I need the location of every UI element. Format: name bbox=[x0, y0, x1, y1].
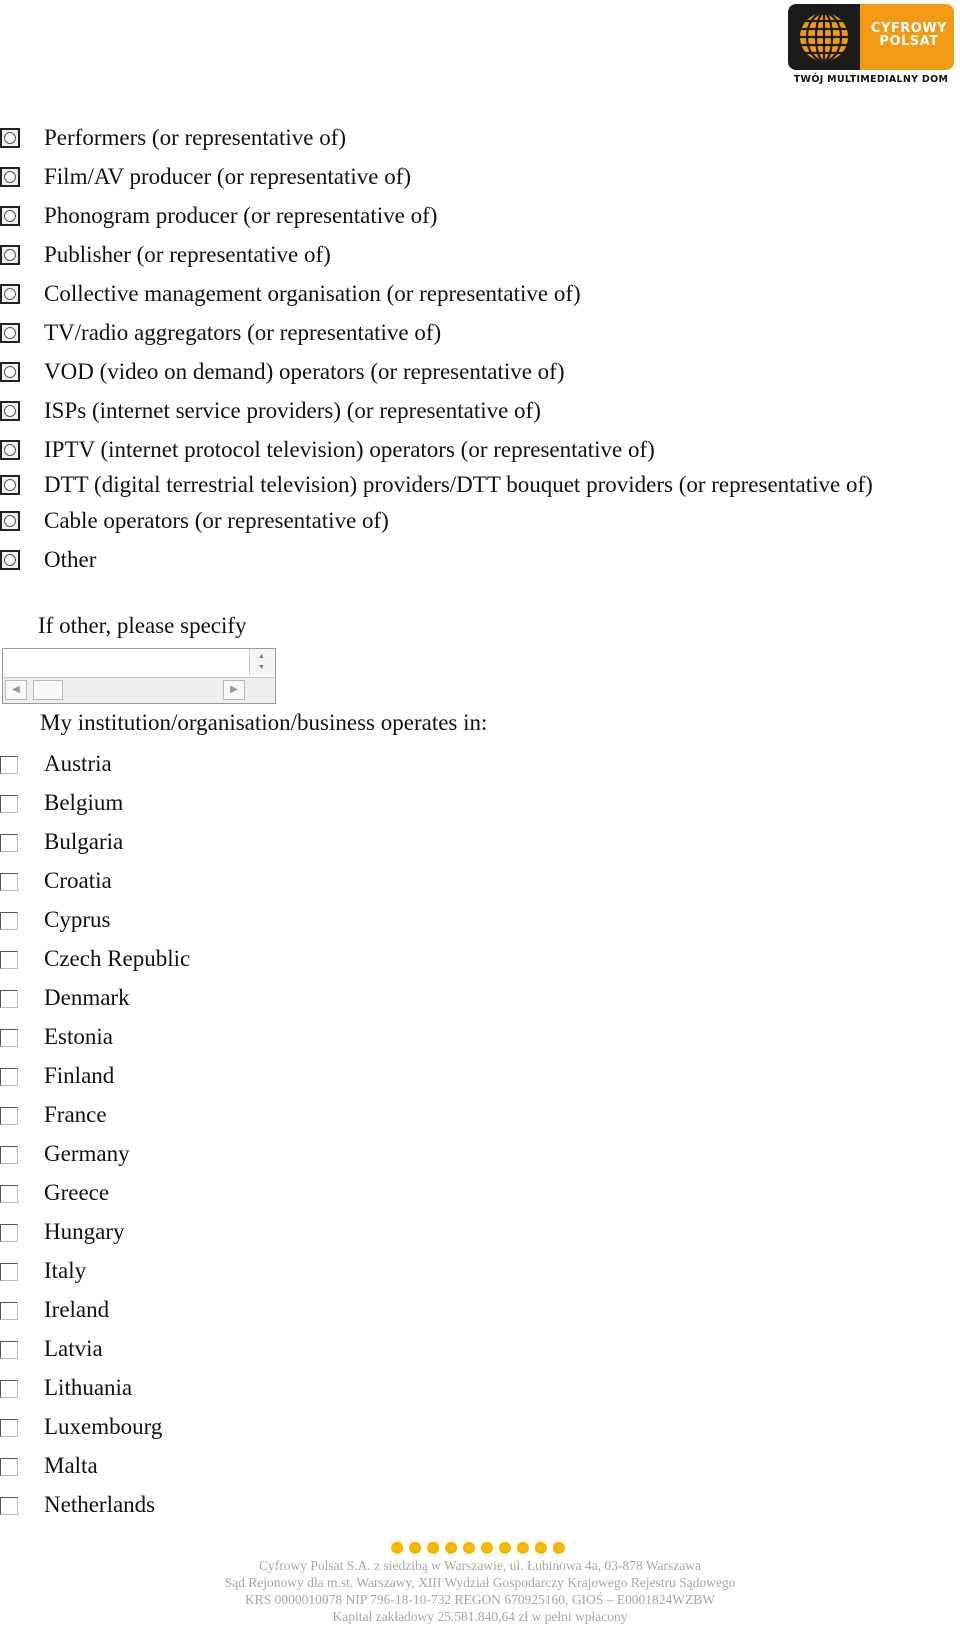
checkbox[interactable] bbox=[0, 1107, 18, 1125]
option-label: DTT (digital terrestrial television) providers/DTT bouquet providers (or representative of) bbox=[44, 472, 873, 497]
respondent-option[interactable] bbox=[0, 235, 933, 274]
footer-line: Sąd Rejonowy dla m.st. Warszawy, XIII Wydział Gospodarczy Krajowego Rejestru Sądowego bbox=[224, 1575, 736, 1590]
radio-button[interactable] bbox=[0, 167, 20, 187]
checkbox[interactable] bbox=[0, 795, 18, 813]
checkbox[interactable] bbox=[0, 1263, 18, 1281]
country-option[interactable] bbox=[0, 1213, 190, 1252]
country-label: Austria bbox=[44, 751, 112, 776]
other-specify-label: If other, please specify bbox=[38, 613, 247, 638]
country-label: Bulgaria bbox=[44, 829, 124, 854]
radio-button[interactable] bbox=[0, 206, 20, 226]
respondent-option[interactable] bbox=[0, 469, 933, 501]
cyfrowy-polsat-logo bbox=[788, 4, 954, 86]
option-label: Phonogram producer (or representative of) bbox=[44, 203, 438, 228]
checkbox[interactable] bbox=[0, 1458, 18, 1476]
option-label: VOD (video on demand) operators (or representative of) bbox=[44, 359, 565, 384]
country-label: Germany bbox=[44, 1141, 130, 1166]
radio-button[interactable] bbox=[0, 128, 20, 148]
checkbox[interactable] bbox=[0, 1302, 18, 1320]
radio-button[interactable] bbox=[0, 284, 20, 304]
horizontal-scrollbar[interactable] bbox=[3, 677, 275, 703]
checkbox[interactable] bbox=[0, 1185, 18, 1203]
footer-line: KRS 0000010078 NIP 796-18-10-732 REGON 670925160, GIOŚ – E0001824WZBW bbox=[244, 1592, 716, 1607]
country-option[interactable] bbox=[0, 901, 190, 940]
radio-button[interactable] bbox=[0, 511, 20, 531]
logo-wordmark bbox=[866, 22, 952, 48]
country-option[interactable] bbox=[0, 1096, 190, 1135]
footer bbox=[0, 1557, 960, 1625]
option-label: Publisher (or representative of) bbox=[44, 242, 331, 267]
logo-tagline: TWÓJ MULTIMEDIALNY DOM bbox=[793, 74, 949, 85]
radio-button[interactable] bbox=[0, 323, 20, 343]
checkbox[interactable] bbox=[0, 834, 18, 852]
option-label: Cable operators (or representative of) bbox=[44, 508, 389, 533]
country-option[interactable] bbox=[0, 1252, 190, 1291]
country-option[interactable] bbox=[0, 1057, 190, 1096]
country-option[interactable] bbox=[0, 1330, 190, 1369]
checkbox[interactable] bbox=[0, 1146, 18, 1164]
country-label: Belgium bbox=[44, 790, 124, 815]
checkbox[interactable] bbox=[0, 756, 18, 774]
checkbox[interactable] bbox=[0, 951, 18, 969]
respondent-option[interactable] bbox=[0, 391, 933, 430]
respondent-type-list bbox=[0, 118, 933, 579]
checkbox[interactable] bbox=[0, 1419, 18, 1437]
other-specify-textarea[interactable] bbox=[2, 648, 276, 704]
country-label: Cyprus bbox=[44, 907, 111, 932]
country-option[interactable] bbox=[0, 1369, 190, 1408]
country-label: Greece bbox=[44, 1180, 110, 1205]
country-label: Estonia bbox=[44, 1024, 113, 1049]
checkbox[interactable] bbox=[0, 990, 18, 1008]
country-label: Czech Republic bbox=[44, 946, 191, 971]
scroll-down-icon[interactable]: ▼ bbox=[258, 663, 265, 671]
scroll-thumb[interactable] bbox=[33, 680, 63, 700]
footer-line: Kapitał zakładowy 25.581.840,64 zł w pełni wpłacony bbox=[332, 1609, 628, 1624]
checkbox[interactable] bbox=[0, 873, 18, 891]
country-option[interactable] bbox=[0, 940, 190, 979]
respondent-option[interactable] bbox=[0, 196, 933, 235]
country-label: Malta bbox=[44, 1453, 98, 1478]
country-label: Latvia bbox=[44, 1336, 103, 1361]
checkbox[interactable] bbox=[0, 912, 18, 930]
radio-button[interactable] bbox=[0, 475, 20, 495]
checkbox[interactable] bbox=[0, 1068, 18, 1086]
country-option[interactable] bbox=[0, 745, 190, 784]
option-label: TV/radio aggregators (or representative of) bbox=[44, 320, 442, 345]
radio-button[interactable] bbox=[0, 550, 20, 570]
country-label: Netherlands bbox=[44, 1492, 156, 1517]
option-label: ISPs (internet service providers) (or representative of) bbox=[44, 398, 541, 423]
country-label: Finland bbox=[44, 1063, 115, 1088]
country-option[interactable] bbox=[0, 1291, 190, 1330]
logo-name-line2: POLSAT bbox=[879, 34, 939, 49]
country-label: Italy bbox=[44, 1258, 87, 1283]
country-label: Croatia bbox=[44, 868, 112, 893]
country-option[interactable] bbox=[0, 1135, 190, 1174]
respondent-option[interactable] bbox=[0, 540, 933, 579]
respondent-option[interactable] bbox=[0, 118, 933, 157]
respondent-option[interactable] bbox=[0, 352, 933, 391]
checkbox[interactable] bbox=[0, 1224, 18, 1242]
country-option[interactable] bbox=[0, 823, 190, 862]
option-label: Performers (or representative of) bbox=[44, 125, 347, 150]
country-option[interactable] bbox=[0, 862, 190, 901]
respondent-option[interactable] bbox=[0, 501, 933, 540]
countries-heading: My institution/organisation/business operates in: bbox=[40, 710, 488, 735]
option-label: Film/AV producer (or representative of) bbox=[44, 164, 412, 189]
country-list bbox=[0, 745, 190, 1525]
radio-button[interactable] bbox=[0, 245, 20, 265]
footer-line: Cyfrowy Polsat S.A. z siedzibą w Warszawie, ul. Łubinowa 4a, 03-878 Warszawa bbox=[259, 1558, 701, 1573]
radio-button[interactable] bbox=[0, 440, 20, 460]
scroll-left-icon[interactable]: ◀ bbox=[5, 680, 27, 700]
vertical-scrollbar[interactable] bbox=[249, 649, 275, 675]
respondent-option[interactable] bbox=[0, 274, 933, 313]
country-label: Denmark bbox=[44, 985, 130, 1010]
country-label: France bbox=[44, 1102, 107, 1127]
country-label: Ireland bbox=[44, 1297, 110, 1322]
country-option[interactable] bbox=[0, 1018, 190, 1057]
country-option[interactable] bbox=[0, 1174, 190, 1213]
respondent-option[interactable] bbox=[0, 430, 933, 469]
country-label: Lithuania bbox=[44, 1375, 133, 1400]
country-option[interactable] bbox=[0, 1447, 190, 1486]
country-option[interactable] bbox=[0, 784, 190, 823]
checkbox[interactable] bbox=[0, 1029, 18, 1047]
checkbox[interactable] bbox=[0, 1497, 18, 1515]
respondent-option[interactable] bbox=[0, 313, 933, 352]
country-label: Luxembourg bbox=[44, 1414, 163, 1439]
country-option[interactable] bbox=[0, 979, 190, 1018]
radio-button[interactable] bbox=[0, 401, 20, 421]
footer-dots: ●●●●●●●●●● bbox=[390, 1537, 570, 1556]
checkbox[interactable] bbox=[0, 1341, 18, 1359]
country-option[interactable] bbox=[0, 1486, 190, 1525]
option-label: Collective management organisation (or representative of) bbox=[44, 281, 581, 306]
logo-name-line1: CYFROWY bbox=[870, 21, 948, 36]
checkbox[interactable] bbox=[0, 1380, 18, 1398]
country-option[interactable] bbox=[0, 1408, 190, 1447]
logo-globe-panel bbox=[788, 4, 860, 70]
scroll-up-icon[interactable]: ▲ bbox=[258, 652, 265, 660]
respondent-option[interactable] bbox=[0, 157, 933, 196]
option-label: IPTV (internet protocol television) operators (or representative of) bbox=[44, 437, 655, 462]
logo-badge bbox=[788, 4, 954, 70]
globe-icon bbox=[796, 10, 852, 64]
option-label: Other bbox=[44, 547, 97, 572]
radio-button[interactable] bbox=[0, 362, 20, 382]
scroll-right-icon[interactable]: ▶ bbox=[223, 680, 245, 700]
country-label: Hungary bbox=[44, 1219, 125, 1244]
